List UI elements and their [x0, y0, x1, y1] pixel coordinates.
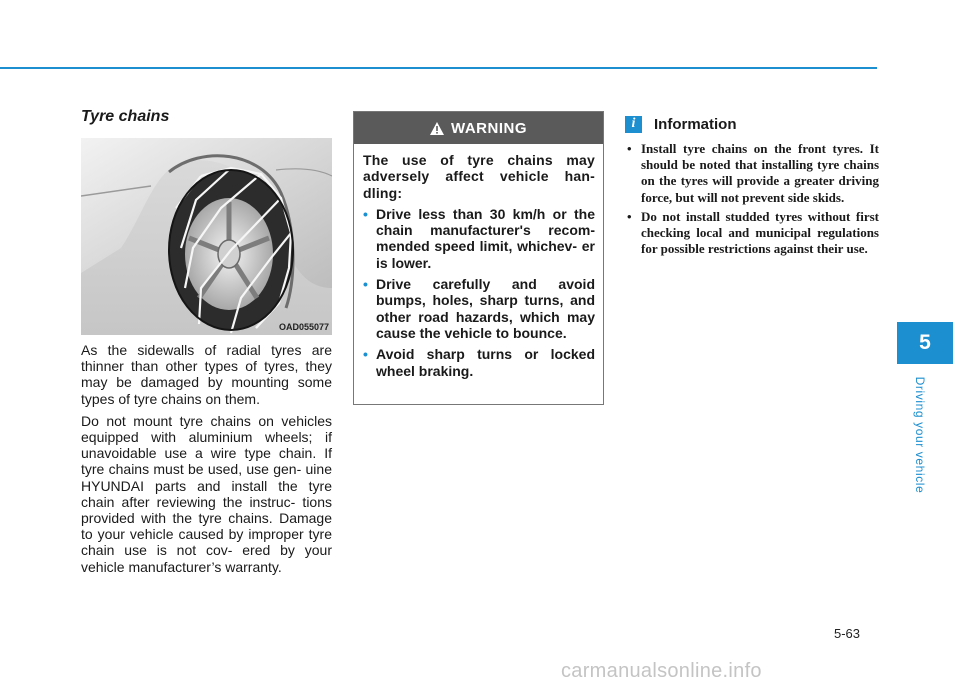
information-list — [625, 141, 879, 257]
warning-header — [354, 112, 603, 144]
information-section — [625, 114, 879, 260]
warning-item: • Drive less than 30 km/h or the chain manufacturer's recom- mended speed limit, whichev- er is lower. — [363, 206, 595, 271]
warning-body — [354, 144, 603, 379]
warning-title: WARNING — [451, 119, 527, 137]
tyre-chain-illustration — [81, 138, 332, 335]
information-item: • Install tyre chains on the front tyres. It should be noted that installing tyre chains on the tyres will provide a greater driving force, but will not prevent side skids. — [625, 141, 879, 206]
body-paragraph: Do not mount tyre chains on vehicles equipped with aluminium wheels; if unavoidable use a wire type chain. If tyre chains must be used, use gen- uine HYUNDAI parts and install the tyre chain after reviewing the instruc- tions provided with the tyre chains. Damage to your vehicle caused by improper tyre chain use is not cov- ered by your vehicle manufacturer’s warranty. — [81, 412, 332, 575]
chapter-tab: 5 — [897, 322, 953, 364]
warning-intro: The use of tyre chains may adversely affect vehicle han- dling: — [363, 152, 595, 201]
warning-list — [363, 206, 595, 379]
page-number: 5-63 — [834, 626, 861, 641]
information-item: • Do not install studded tyres without first checking local and municipal regulations for possible restrictions against their use. — [625, 209, 879, 258]
warning-item: • Drive carefully and avoid bumps, holes, sharp turns, and other road hazards, which may cause the vehicle to bounce. — [363, 276, 595, 341]
figure-code: OAD055077 — [278, 322, 329, 332]
tyre-chain-drawing — [81, 138, 332, 335]
information-header — [625, 114, 879, 134]
warning-triangle-icon — [430, 122, 444, 135]
info-icon: i — [625, 116, 642, 133]
chapter-side-label — [910, 370, 930, 500]
body-paragraph: As the sidewalls of radial tyres are thinner than other types of tyres, they may be damaged by mounting some types of tyre chains on them. — [81, 342, 332, 407]
chapter-label: Driving your vehicle — [913, 376, 927, 494]
top-rule — [0, 67, 877, 69]
section-title: Tyre chains — [81, 108, 170, 125]
information-title: Information — [654, 115, 737, 133]
warning-item: • Avoid sharp turns or locked wheel braking. — [363, 346, 595, 379]
watermark: carmanualsonline.info — [561, 660, 762, 682]
warning-box — [353, 111, 604, 405]
body-text — [81, 342, 332, 581]
